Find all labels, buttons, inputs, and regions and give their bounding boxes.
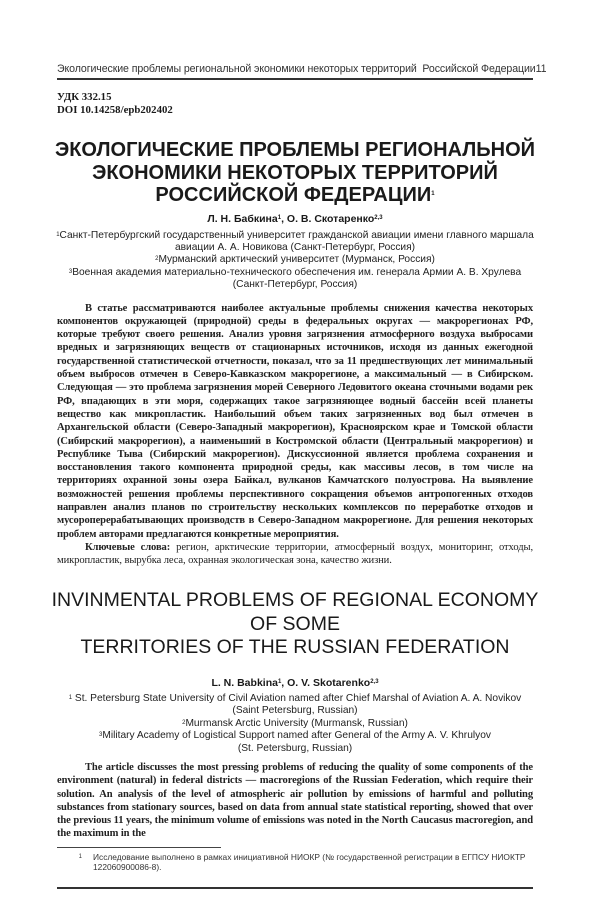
affiliation-line: (Санкт-Петербург, Россия) [40,279,550,291]
english-authors [40,676,550,690]
affiliation-line: Санкт-Петербургский государственный университет гражданской авиации имени главного маршала [60,230,534,241]
affiliation [40,267,550,279]
article-identifiers [57,91,533,117]
title-line [40,184,550,207]
affiliation [40,718,550,730]
affiliation-line: (St. Petersburg, Russian) [40,743,550,755]
affiliation-ref: 2,3 [370,679,378,685]
footnote-ref[interactable]: 1 [431,191,434,197]
keywords [57,541,533,568]
author-name: L. N. Babkina [211,677,278,689]
affiliation-ref: 1 [278,679,281,685]
author-name: , O. V. Skotarenko [281,677,370,689]
affiliation-num: 2 [182,720,185,726]
journal-page [57,0,533,909]
affiliation-num: 3 [99,732,102,738]
affiliation [40,230,550,242]
title-line: INVINMENTAL PROBLEMS OF REGIONAL ECONOMY OF SOME [40,589,550,636]
russian-title [40,139,550,207]
affiliation [40,693,550,705]
footnote-number: 1 [57,852,93,873]
title-line: TERRITORIES OF THE RUSSIAN FEDERATION [40,636,550,660]
title-line: ЭКОЛОГИЧЕСКИЕ ПРОБЛЕМЫ РЕГИОНАЛЬНОЙ [40,139,550,162]
english-abstract [57,761,533,841]
abstract-text: The article discusses the most pressing problems of reducing the quality of some components of the environment (natural) in federal districts — macroregions of the Russian Federation, which require their solution. An analysis of the level of atmospheric air pollution by emissions of harmful and polluting substances from stationary sources, based on data from annual state statistical reporting, showed that over the previous 11 years, the minimum volume of emissions was noted in the North Caucasus macroregion, and the maximum in the [57,761,533,841]
keywords-label: Ключевые слова: [85,542,170,553]
affiliation-num: 3 [69,269,72,275]
abstract-text: В статье рассматриваются наиболее актуальные проблемы снижения качества некоторых компонентов окружающей (природной) среды в федеральных округах — макрорегионах РФ, которые требуют своего решения. Анализ уровня загрязнения атмосферного воздуха выбросами вредных и загрязняющих веществ от стационарных источников, исходя из данных ежегодной государственной статистической отчетности, показал, что за 11 предшествующих лет минимальный объем выбросов отмечен в Северо-Кавказском макрорегионе, а максимальный — в Сибирском. Следующая — это проблема загрязнения морей Северного Ледовитого океана сточными водами рек РФ, впадающих в эти моря, содержащих такое загрязняющее водный бассейн всей планеты вещество как микропластик. Наибольший объем таких загрязненных вод был отмечен в Архангельской области (Северо-Западный макрорегион), Красноярском крае и Томской области (Сибирский макрорегион), а наименьший в Костромской области (Центральный макрорегион) и Республике Тыва (Сибирский макрорегион). Дискуссионной является проблема сохранения и восстановления такого компонента природной среды, как массивы лесов, в том числе на территориях охранной зоны озера Байкал, вулканов Камчатского полуострова. На выявление возможностей решения проблемы перспективного сокращения объемов антропогенных отходов направлен анализ планов по строительству нескольких комплексов по переработке отходов и мусороперерабатывающих производств в Северо-Западном макрорегионе. Для решения некоторых проблем авторами предлагаются конкретные мероприятия. [57,302,533,541]
footer-rule [57,887,533,889]
keywords-list: регион, арктические территории, атмосферный воздух, мониторинг, отходы, микропластик, вырубка леса, охранная экологическая зона, качество жизни. [57,542,533,566]
english-title [40,589,550,660]
russian-authors [40,212,550,226]
affiliation-line: Murmansk Arctic University (Murmansk, Russian) [185,718,407,729]
russian-affiliations [40,230,550,292]
affiliation-line: авиации А. А. Новикова (Санкт-Петербург, Россия) [40,242,550,254]
footnote-text: Исследование выполнено в рамках инициативной НИОКР (№ государственной регистрации в ЕГПСУ НИОКТР 122060900086-8). [93,852,533,873]
affiliation-ref: 2,3 [374,215,382,221]
udk-code: УДК 332.15 [57,91,533,104]
header-rule [57,78,533,80]
author-name: , О. В. Скотаренко [281,213,374,225]
affiliation [40,254,550,266]
affiliation-line: Мурманский арктический университет (Мурманск, Россия) [158,254,434,265]
affiliation-num: 1 [69,695,72,701]
author-name: Л. Н. Бабкина [207,213,277,225]
footnote [57,852,533,873]
affiliation-line: St. Petersburg State University of Civil Aviation named after Chief Marshal of Aviation A. A. Novikov [72,693,521,704]
affiliation-num: 1 [56,232,59,238]
title-line: ЭКОНОМИКИ НЕКОТОРЫХ ТЕРРИТОРИЙ [40,162,550,185]
affiliation-ref: 1 [278,215,281,221]
affiliation-num: 2 [155,256,158,262]
page-number: 11 [536,62,547,76]
english-affiliations [40,693,550,755]
running-head-title: Экологические проблемы региональной экономики некоторых территорий Российской Федерации [57,62,536,76]
affiliation-line: Military Academy of Logistical Support named after General of the Army A. V. Khrulyov [102,730,491,741]
affiliation [40,730,550,742]
affiliation-line: Военная академия материально-технического обеспечения им. генерала Армии А. В. Хрулева [72,267,521,278]
russian-abstract [57,302,533,568]
running-head [57,62,533,76]
title-line-text: РОССИЙСКОЙ ФЕДЕРАЦИИ [155,184,431,206]
affiliation-line: (Saint Petersburg, Russian) [40,705,550,717]
doi: DOI 10.14258/epb202402 [57,104,533,117]
